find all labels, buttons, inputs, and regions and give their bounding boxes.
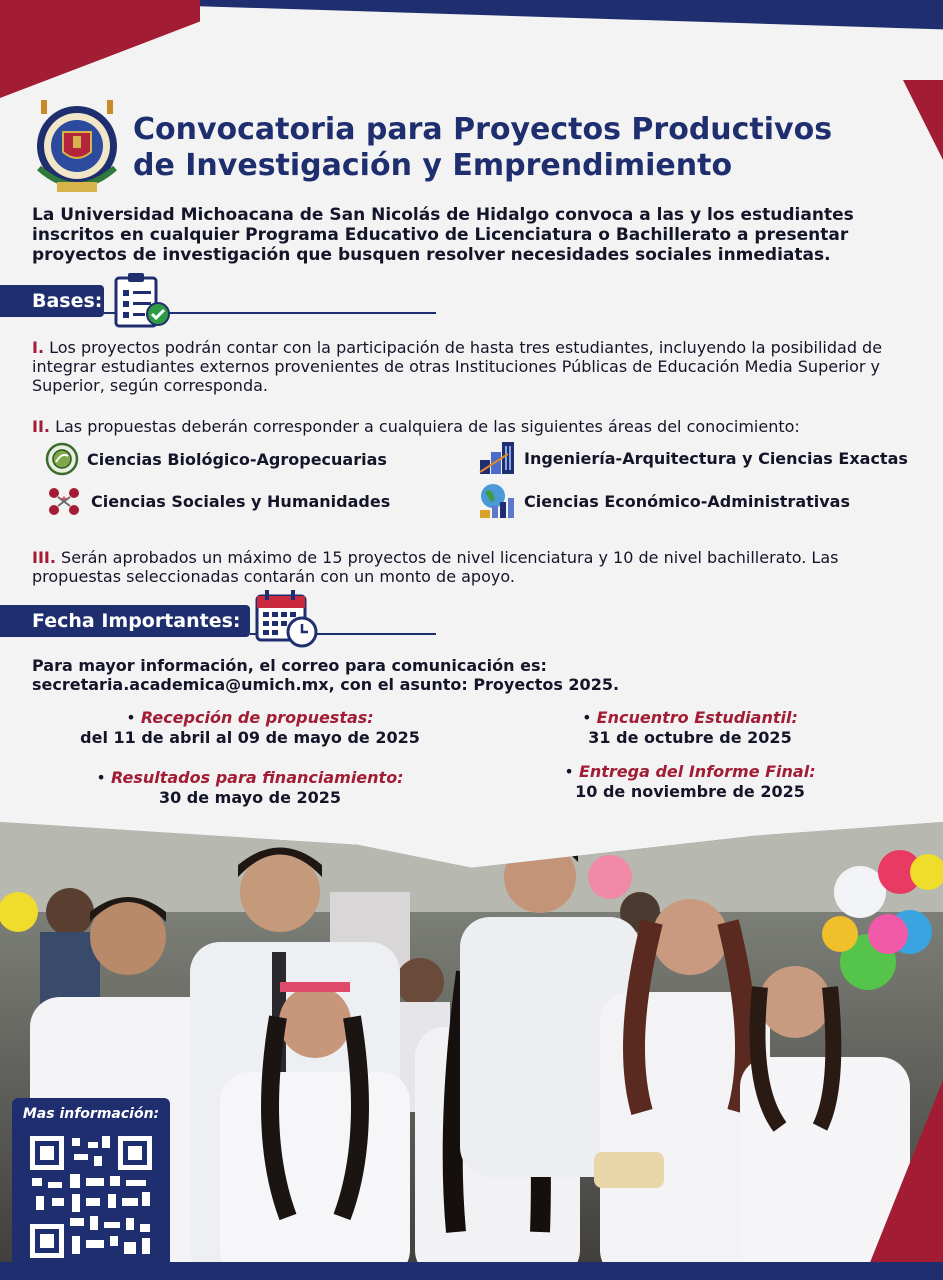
qr-title: Mas información: <box>22 1106 160 1122</box>
area-label: Ciencias Sociales y Humanidades <box>91 491 391 511</box>
date-value: 30 de mayo de 2025 <box>158 788 342 807</box>
bases-item-2-text: Las propuestas deberán corresponder a cualquiera de las siguientes áreas del conocimiento: <box>55 417 800 436</box>
leaf-icon <box>45 442 79 476</box>
people-icon <box>45 484 83 518</box>
area-label: Ingeniería-Arquitectura y Ciencias Exactas <box>524 448 908 468</box>
page-title <box>133 112 913 184</box>
university-crest-icon <box>33 98 121 196</box>
clipboard-check-icon <box>110 270 172 330</box>
globe-coins-icon <box>478 482 516 520</box>
date-resultados: • Resultados para financiamiento: 30 de mayo de 2025 <box>60 768 440 808</box>
area-ingenieria <box>478 440 908 476</box>
contact-info-line-1: Para mayor información, el correo para comunicación es: <box>32 656 547 675</box>
title-line-1: Convocatoria para Proyectos Productivos <box>133 112 833 147</box>
area-biologico <box>45 442 387 476</box>
date-value: 31 de octubre de 2025 <box>588 728 792 747</box>
bases-item-3-text: Serán aprobados un máximo de 15 proyectos de nivel licenciatura y 10 de nivel bachillerato. Las propuestas seleccionadas contarán con un monto de apoyo. <box>32 548 839 586</box>
bases-item-1-text: Los proyectos podrán contar con la participación de hasta tres estudiantes, incluyendo la posibilidad de integrar estudiantes externos provenientes de otras Instituciones Públicas de Educación Media Superior y Superior, según corresponda. <box>32 338 883 395</box>
fechas-heading: Fecha Importantes: <box>32 610 241 632</box>
bases-item-3-number: III. <box>32 548 56 567</box>
buildings-icon <box>478 440 516 476</box>
contact-email-line[interactable]: secretaria.academica@umich.mx, con el asunto: Proyectos 2025. <box>32 675 620 694</box>
date-recepcion: • Recepción de propuestas: del 11 de abril al 09 de mayo de 2025 <box>60 708 440 748</box>
fechas-heading-band <box>0 605 250 637</box>
bases-item-2-number: II. <box>32 417 50 436</box>
area-economico <box>478 482 850 520</box>
area-label: Ciencias Económico-Administrativas <box>524 491 850 511</box>
bases-heading: Bases: <box>32 290 103 312</box>
bases-item-2 <box>32 417 912 436</box>
date-label: Resultados para financiamiento: <box>110 768 404 787</box>
qr-code-icon[interactable] <box>26 1132 156 1262</box>
qr-panel[interactable] <box>12 1098 170 1270</box>
date-label: Encuentro Estudiantil: <box>596 708 798 727</box>
date-value: 10 de noviembre de 2025 <box>575 782 805 801</box>
date-label: Recepción de propuestas: <box>140 708 374 727</box>
date-label: Entrega del Informe Final: <box>578 762 816 781</box>
date-encuentro: • Encuentro Estudiantil: 31 de octubre de 2025 <box>520 708 860 748</box>
area-label: Ciencias Biológico-Agropecuarias <box>87 449 387 469</box>
title-line-2: de Investigación y Emprendimiento <box>133 148 733 183</box>
bases-heading-band <box>0 285 104 317</box>
date-informe: • Entrega del Informe Final: 10 de noviembre de 2025 <box>520 762 860 802</box>
bases-item-3 <box>32 548 912 586</box>
area-sociales <box>45 484 390 518</box>
bases-item-1 <box>32 338 912 395</box>
date-value: del 11 de abril al 09 de mayo de 2025 <box>80 728 420 747</box>
intro-paragraph: La Universidad Michoacana de San Nicolás de Hidalgo convoca a las y los estudiantes inscritos en cualquier Programa Educativo de Licenciatura o Bachillerato a presentar proyectos de investigación que busquen resolver necesidades sociales inmediatas. <box>32 205 854 265</box>
contact-info <box>32 656 912 694</box>
calendar-clock-icon <box>254 588 320 650</box>
bases-item-1-number: I. <box>32 338 45 357</box>
